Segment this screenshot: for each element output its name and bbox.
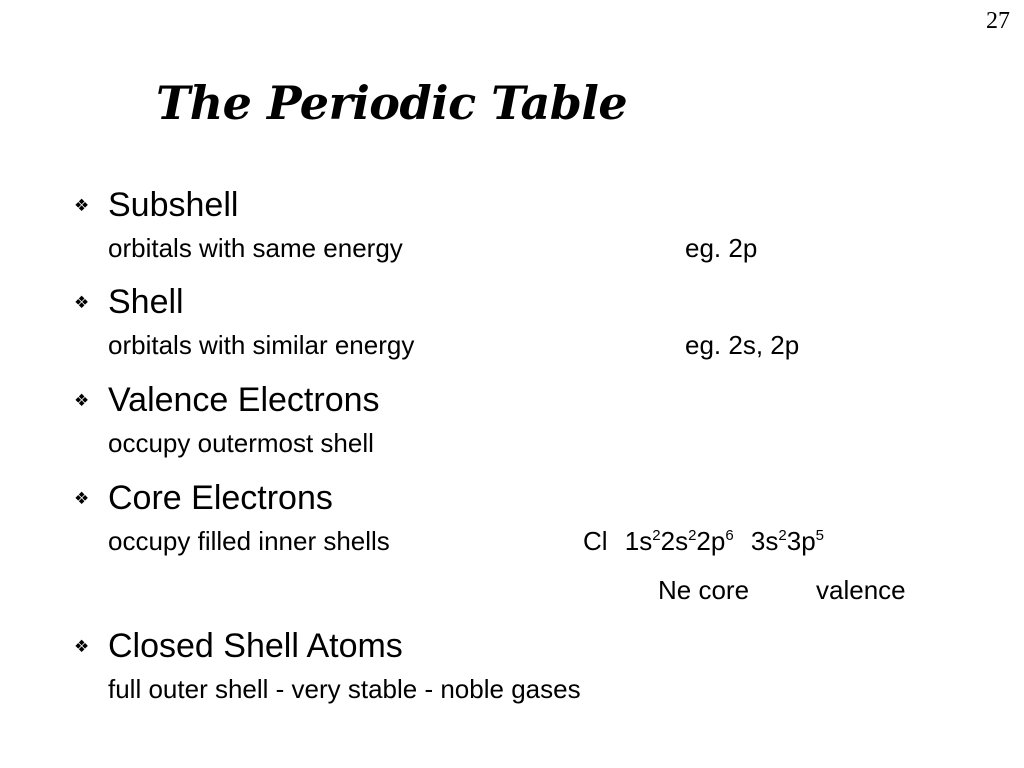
electron-configuration bbox=[583, 526, 824, 556]
item-heading: Shell bbox=[108, 283, 184, 321]
item-description: occupy outermost shell bbox=[108, 428, 374, 458]
diamond-bullet-icon: ❖ bbox=[74, 637, 90, 657]
item-heading: Subshell bbox=[108, 186, 239, 224]
item-description: full outer shell - very stable - noble gases bbox=[108, 674, 581, 704]
item-heading: Valence Electrons bbox=[108, 381, 380, 419]
core-label: Ne core bbox=[658, 575, 750, 605]
diamond-bullet-icon: ❖ bbox=[74, 391, 90, 411]
item-heading: Core Electrons bbox=[108, 479, 333, 517]
diamond-bullet-icon: ❖ bbox=[74, 196, 90, 216]
item-example: eg. 2s, 2p bbox=[685, 330, 800, 360]
config-term: $3p^5$ bbox=[786, 526, 824, 556]
config-term: $3s^2$ bbox=[750, 526, 787, 556]
item-description: orbitals with similar energy bbox=[108, 330, 415, 360]
diamond-bullet-icon: ❖ bbox=[74, 489, 90, 509]
item-description: orbitals with same energy bbox=[108, 233, 403, 263]
diamond-bullet-icon: ❖ bbox=[74, 293, 90, 313]
item-description: occupy filled inner shells bbox=[108, 526, 390, 556]
config-term: $2s^2$ bbox=[660, 526, 697, 556]
item-heading: Closed Shell Atoms bbox=[108, 627, 403, 665]
page-number: 27 bbox=[986, 8, 1010, 34]
config-term: $2p^6$ bbox=[696, 526, 734, 556]
element-symbol: Cl bbox=[583, 526, 608, 556]
item-example: eg. 2p bbox=[685, 233, 758, 263]
config-term: $1s^2$ bbox=[624, 526, 661, 556]
valence-label: valence bbox=[816, 575, 906, 605]
slide-title: The Periodic Table bbox=[156, 76, 628, 130]
